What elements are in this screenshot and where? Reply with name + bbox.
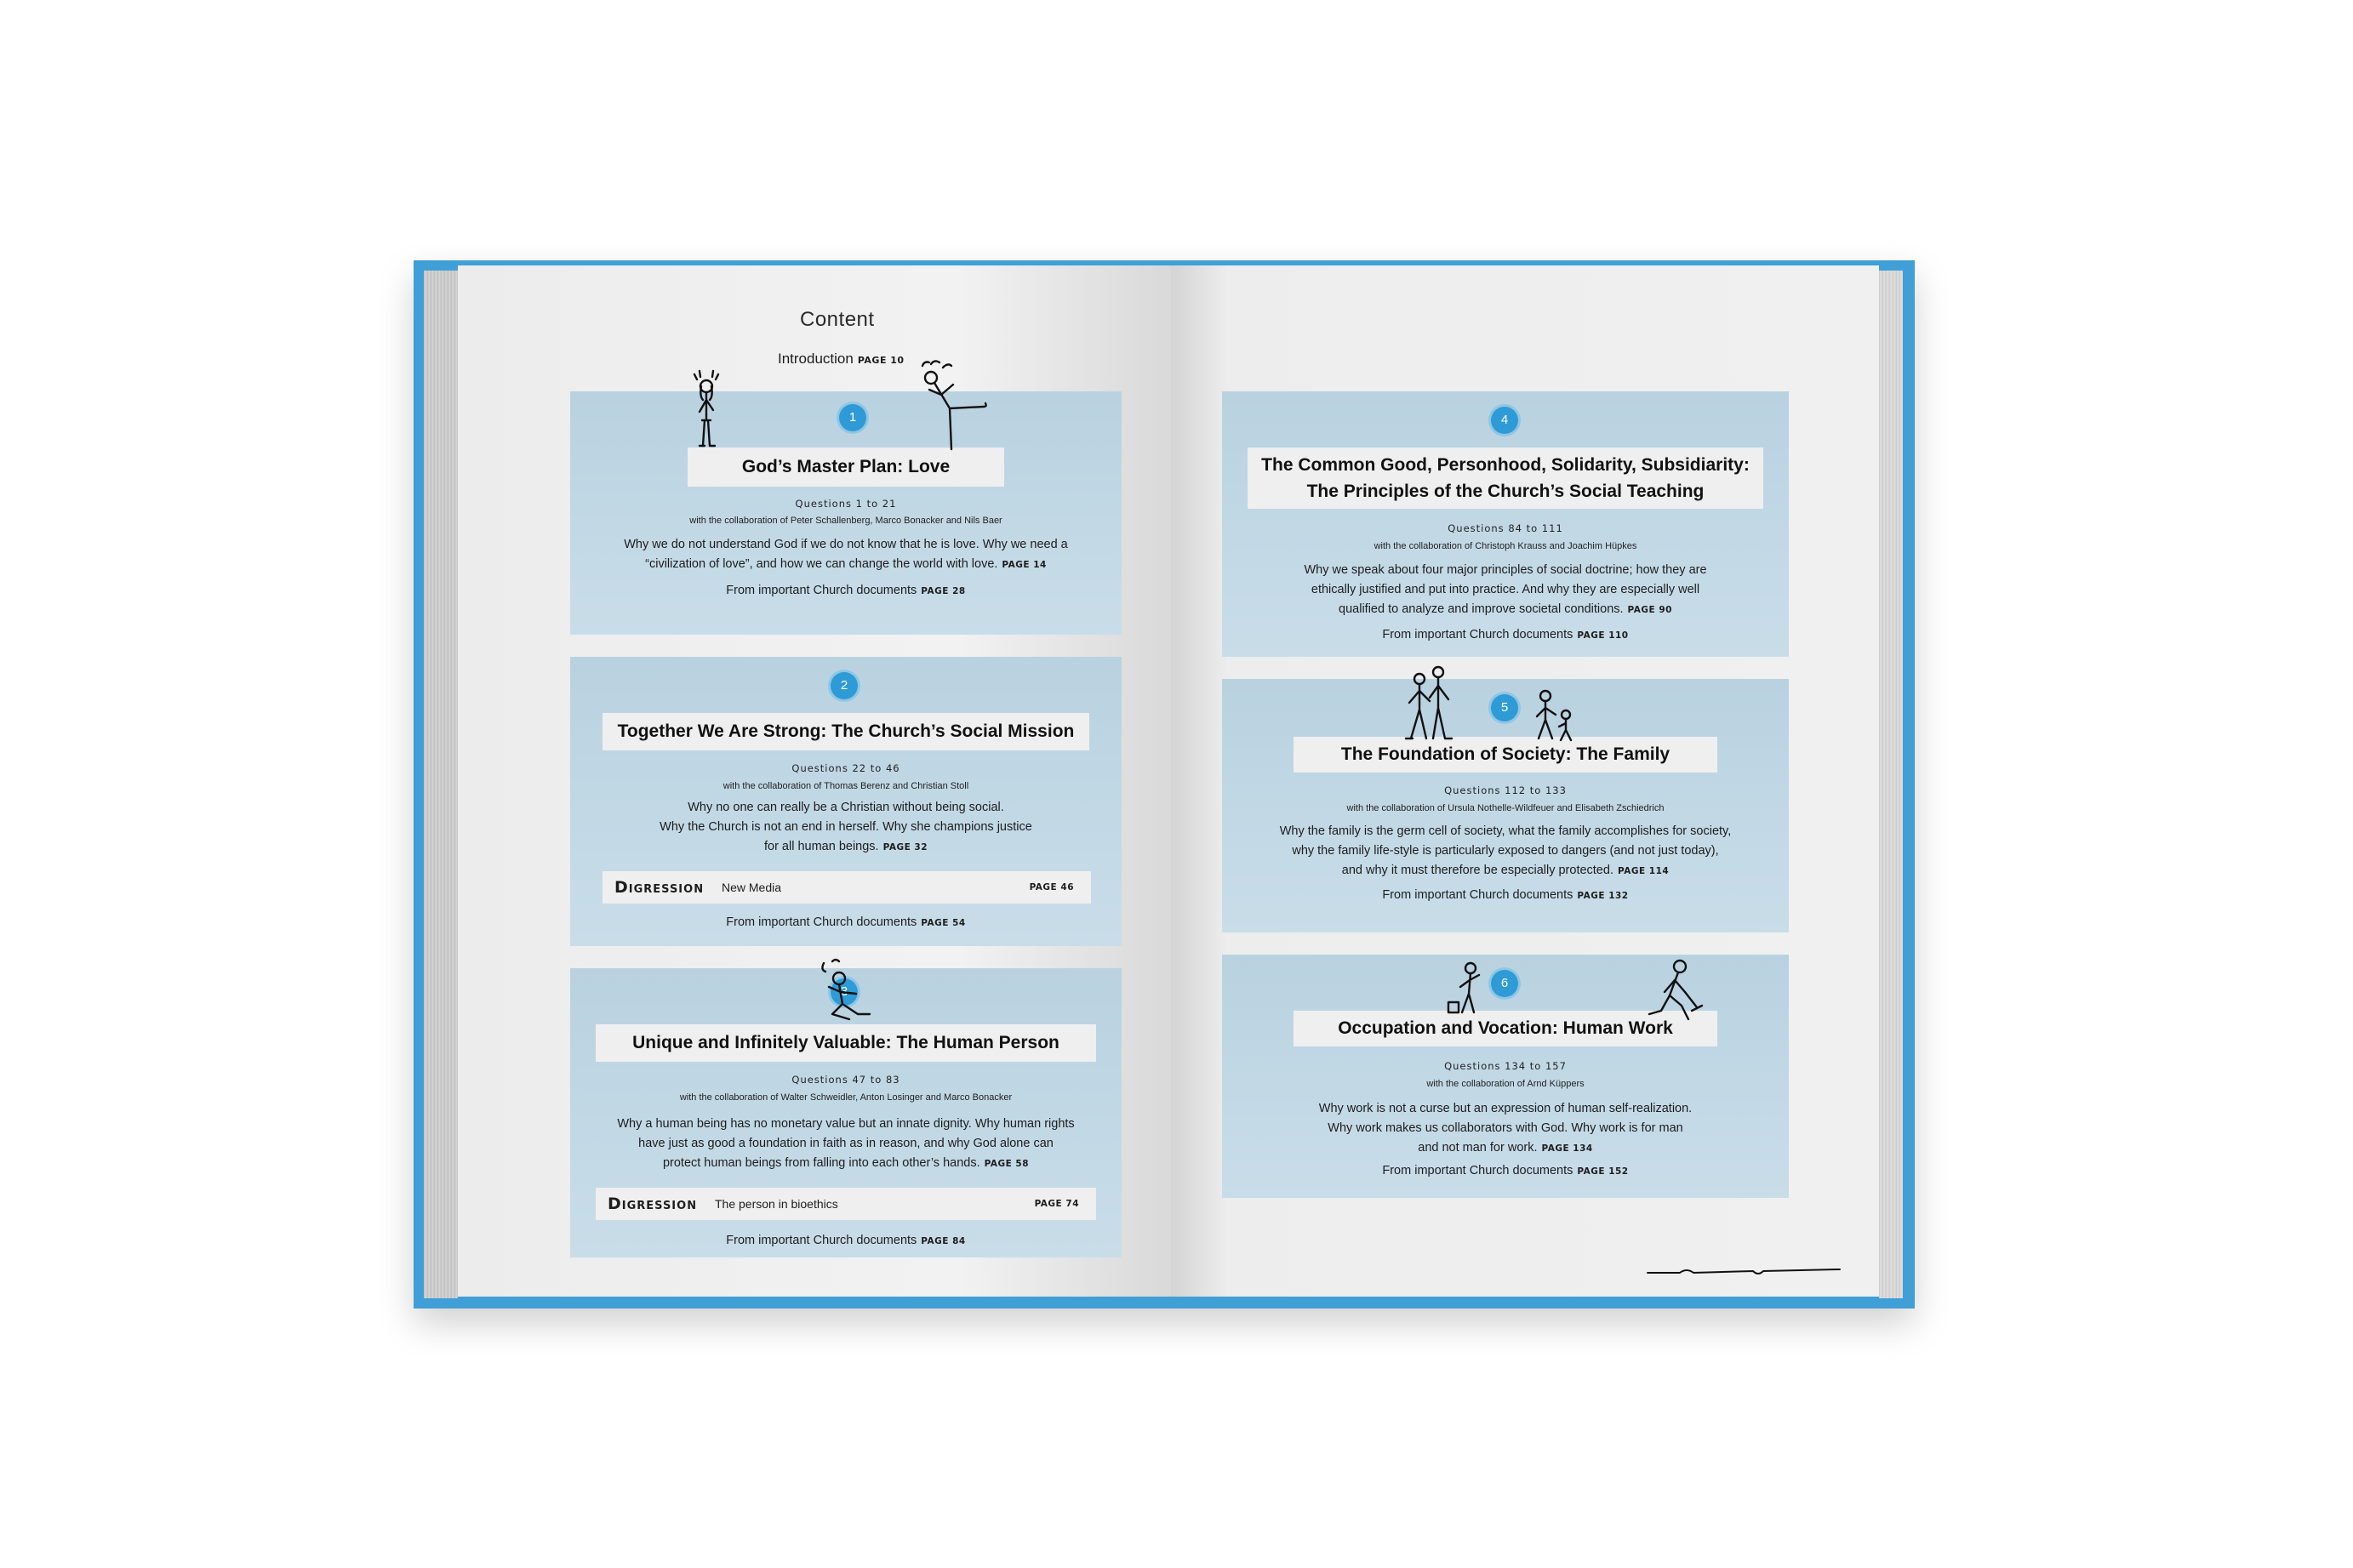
chapter-4-title-line: The Principles of the Church’s Social Teaching xyxy=(1306,482,1705,501)
chapter-4-description-line: qualified to analyze and improve societal conditions. xyxy=(1339,602,1624,616)
chapter-4-collaboration: with the collaboration of Christoph Krauss and Joachim Hüpkes xyxy=(1374,541,1637,551)
chapter-3-title: Unique and Infinitely Valuable: The Human Person xyxy=(596,1024,1096,1062)
introduction-entry xyxy=(778,351,905,368)
chapter-5-documents-label: From important Church documents xyxy=(1382,888,1573,902)
stick-figure-child-icon xyxy=(1532,687,1579,742)
chapter-5-documents-page: PAGE 132 xyxy=(1577,891,1629,901)
chapter-1-title: God’s Master Plan: Love xyxy=(688,448,1004,487)
page-edges-left xyxy=(424,271,458,1298)
chapter-6-description-page: PAGE 134 xyxy=(1541,1143,1593,1154)
chapter-4-description-line: ethically justified and put into practice. And why they are especially well xyxy=(1311,583,1700,596)
chapter-2-documents xyxy=(570,915,1122,929)
stick-figure-family-icon xyxy=(1436,956,1488,1018)
chapter-4-documents-label: From important Church documents xyxy=(1382,628,1573,641)
digression-page: PAGE 74 xyxy=(1034,1199,1079,1209)
stick-figure-worker-icon xyxy=(1641,958,1709,1023)
chapter-5-block xyxy=(1222,679,1789,932)
digression-subject: New Media xyxy=(722,881,782,894)
chapter-5-title: The Foundation of Society: The Family xyxy=(1294,737,1717,773)
chapter-2-description-line: Why the Church is not an end in herself. Why she champions justice xyxy=(660,820,1032,834)
digression-page: PAGE 46 xyxy=(1029,882,1074,892)
chapter-2-documents-page: PAGE 54 xyxy=(921,918,966,928)
chapter-2-description xyxy=(587,798,1105,858)
chapter-5-badge: 5 xyxy=(1491,694,1518,721)
chapter-1-description xyxy=(587,535,1105,575)
page-title: Content xyxy=(800,308,875,331)
chapter-2-documents-label: From important Church documents xyxy=(726,915,917,929)
chapter-3-badge: 3 xyxy=(831,978,858,1006)
chapter-3-description-line: have just as good a foundation in faith as in reason, and why God alone can xyxy=(638,1137,1054,1150)
chapter-4-description xyxy=(1239,561,1772,620)
digression-label: Digression xyxy=(608,1195,698,1213)
chapter-3-documents-label: From important Church documents xyxy=(726,1234,917,1247)
chapter-2-block xyxy=(570,657,1122,946)
chapter-6-collaboration: with the collaboration of Arnd Küppers xyxy=(1426,1079,1585,1089)
chapter-3-digression xyxy=(596,1188,1096,1220)
chapter-3-questions: Questions 47 to 83 xyxy=(791,1074,900,1086)
chapter-2-description-page: PAGE 32 xyxy=(882,842,928,852)
chapter-1-block xyxy=(570,391,1122,635)
chapter-5-collaboration: with the collaboration of Ursula Nothelle-Wildfeuer and Elisabeth Zschiedrich xyxy=(1346,803,1665,813)
chapter-5-description xyxy=(1239,822,1772,881)
chapter-2-questions: Questions 22 to 46 xyxy=(791,762,900,774)
chapter-3-documents xyxy=(570,1234,1122,1247)
chapter-6-title: Occupation and Vocation: Human Work xyxy=(1294,1011,1717,1046)
chapter-4-documents xyxy=(1222,628,1789,641)
chapter-2-title: Together We Are Strong: The Church’s Social Mission xyxy=(603,713,1089,750)
decorative-line-icon xyxy=(1646,1264,1842,1278)
chapter-6-badge: 6 xyxy=(1491,970,1518,997)
chapter-3-description xyxy=(587,1115,1105,1174)
chapter-6-documents-label: From important Church documents xyxy=(1382,1164,1573,1177)
chapter-1-documents xyxy=(570,584,1122,597)
chapter-6-description-line: Why work is not a curse but an expression of human self-realization. xyxy=(1318,1102,1693,1115)
chapter-6-description-line: Why work makes us collaborators with God. Why work is for man xyxy=(1328,1121,1683,1135)
chapter-6-description xyxy=(1239,1099,1772,1159)
digression-label: Digression xyxy=(614,878,705,897)
chapter-5-description-line: Why the family is the germ cell of society, what the family accomplishes for society, xyxy=(1279,824,1732,838)
chapter-3-description-line: protect human beings from falling into each other’s hands. xyxy=(662,1156,980,1170)
chapter-2-collaboration: with the collaboration of Thomas Berenz and Christian Stoll xyxy=(722,781,969,791)
introduction-label: Introduction xyxy=(778,351,854,367)
chapter-1-documents-label: From important Church documents xyxy=(726,584,917,597)
chapter-4-badge: 4 xyxy=(1491,407,1518,434)
chapter-4-documents-page: PAGE 110 xyxy=(1577,630,1629,641)
chapter-3-description-line: Why a human being has no monetary value but an innate dignity. Why human rights xyxy=(617,1117,1075,1131)
chapter-5-documents xyxy=(1222,888,1789,902)
chapter-4-questions: Questions 84 to 111 xyxy=(1448,522,1563,534)
introduction-page: PAGE 10 xyxy=(857,355,905,366)
chapter-2-description-line: Why no one can really be a Christian without being social. xyxy=(688,801,1004,814)
stick-figure-woman-icon xyxy=(688,368,725,453)
chapter-6-documents xyxy=(1222,1164,1789,1177)
chapter-1-description-page: PAGE 14 xyxy=(1002,560,1047,570)
chapter-2-description-line: for all human beings. xyxy=(763,840,879,853)
chapter-4-description-line: Why we speak about four major principles of social doctrine; how they are xyxy=(1304,563,1707,577)
chapter-3-collaboration: with the collaboration of Walter Schweidler, Anton Losinger and Marco Bonacker xyxy=(679,1092,1013,1103)
stick-figure-couple-icon xyxy=(1399,664,1459,744)
chapter-2-digression xyxy=(603,871,1091,904)
chapter-6-description-line: and not man for work. xyxy=(1418,1141,1538,1155)
chapter-1-description-line: “civilization of love”, and how we can change the world with love. xyxy=(645,557,998,571)
stick-figure-dancer-icon xyxy=(905,356,991,451)
chapter-5-questions: Questions 112 to 133 xyxy=(1444,784,1567,796)
chapter-6-documents-page: PAGE 152 xyxy=(1577,1166,1629,1177)
chapter-4-title-line: The Common Good, Personhood, Solidarity, Subsidiarity: xyxy=(1261,455,1750,475)
chapter-4-block xyxy=(1222,391,1789,657)
stick-figure-kneeling-icon xyxy=(814,958,873,1026)
digression-subject: The person in bioethics xyxy=(715,1197,838,1211)
chapter-4-title xyxy=(1248,448,1763,509)
chapter-1-description-line: Why we do not understand God if we do not know that he is love. Why we need a xyxy=(624,538,1068,551)
chapter-1-collaboration: with the collaboration of Peter Schallenberg, Marco Bonacker and Nils Baer xyxy=(689,516,1002,526)
chapter-6-questions: Questions 134 to 157 xyxy=(1444,1060,1567,1072)
page-edges-right xyxy=(1879,271,1903,1298)
chapter-5-description-line: and why it must therefore be especially protected. xyxy=(1341,864,1613,877)
chapter-5-description-line: why the family life-style is particularly exposed to dangers (and not just today), xyxy=(1292,844,1719,858)
chapter-4-description-page: PAGE 90 xyxy=(1627,605,1672,615)
chapter-5-description-page: PAGE 114 xyxy=(1617,866,1670,876)
chapter-1-badge: 1 xyxy=(839,404,866,431)
chapter-3-documents-page: PAGE 84 xyxy=(921,1236,966,1246)
chapter-3-description-page: PAGE 58 xyxy=(984,1159,1030,1169)
chapter-1-questions: Questions 1 to 21 xyxy=(795,498,897,510)
chapter-2-badge: 2 xyxy=(831,672,858,699)
chapter-1-documents-page: PAGE 28 xyxy=(921,586,966,596)
